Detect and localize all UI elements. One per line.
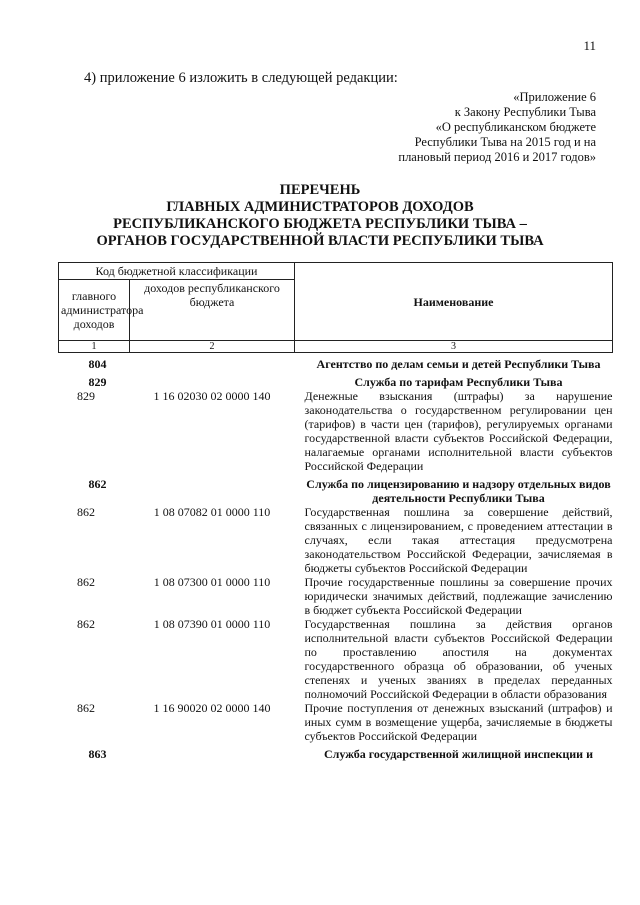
appendix-reference	[316, 90, 596, 165]
title-line: ПЕРЕЧЕНЬ	[279, 182, 361, 198]
appendix-line: к Закону Республики Тыва	[454, 105, 596, 119]
cell-admin-code: 862	[77, 701, 95, 715]
appendix-line: Республики Тыва на 2015 год и на	[414, 135, 596, 149]
cell-name: Государственная пошлина за совершение действий, связанных с лицензированием, с проведением аттестации в случаях, если такая аттестация предусмотрена законодательством Российской Федерации, зачисляемая в бюджеты субъектов Российской Федерации	[304, 505, 613, 575]
cell-name: Прочие поступления от денежных взысканий (штрафов) и иных сумм в возмещение ущерба, зачисляемые в бюджеты субъектов Российской Федерации	[304, 701, 613, 743]
cell-name: Денежные взыскания (штрафы) за нарушение законодательства о государственном регулировании цен (тарифов) в части цен (тарифов), регулируемых органами государственной власти субъектов Российской Федерации, налагаемые органами исполнительной власти субъектов Российской Федерации	[304, 389, 613, 473]
cell-revenue-code: 1 16 02030 02 0000 140	[153, 389, 271, 403]
title-line: РЕСПУБЛИКАНСКОГО БЮДЖЕТА РЕСПУБЛИКИ ТЫВА –	[113, 216, 527, 232]
cell-revenue-code: 1 08 07390 01 0000 110	[153, 617, 271, 631]
appendix-line: плановый период 2016 и 2017 годов»	[398, 150, 596, 164]
budget-administrators-table	[58, 262, 613, 761]
cell-admin-code: 863	[88, 747, 107, 761]
header-col-number: 2	[130, 341, 295, 353]
cell-admin-code: 804	[88, 357, 107, 371]
cell-admin-code: 829	[88, 375, 107, 389]
table-row-organization	[59, 743, 613, 761]
header-budget-classification: Код бюджетной классификации	[59, 263, 295, 280]
cell-revenue-code: 1 08 07082 01 0000 110	[153, 505, 271, 519]
header-chief-administrator: главного администратора доходов	[59, 280, 130, 341]
appendix-line: «О республиканском бюджете	[435, 120, 596, 134]
table-row-organization	[59, 473, 613, 505]
cell-name: Агентство по делам семьи и детей Республики Тыва	[316, 357, 601, 371]
table-row	[59, 505, 613, 575]
header-col-number: 1	[59, 341, 130, 353]
cell-name: Служба по лицензированию и надзору отдельных видов деятельности Республики Тыва	[306, 477, 611, 505]
table-body	[59, 353, 613, 762]
header-name: Наименование	[295, 263, 613, 341]
cell-name: Служба по тарифам Республики Тыва	[354, 375, 563, 389]
cell-revenue-code: 1 16 90020 02 0000 140	[153, 701, 271, 715]
document-title	[0, 182, 640, 250]
table-row	[59, 389, 613, 473]
cell-admin-code: 862	[77, 505, 95, 519]
cell-admin-code: 862	[77, 575, 95, 589]
cell-revenue-code	[130, 371, 295, 389]
table-row	[59, 575, 613, 617]
cell-admin-code: 829	[77, 389, 95, 403]
table-row	[59, 617, 613, 701]
table-row	[59, 701, 613, 743]
cell-admin-code: 862	[88, 477, 107, 491]
cell-name: Служба государственной жилищной инспекции и	[323, 747, 594, 761]
cell-name: Государственная пошлина за действия органов исполнительной власти субъектов Российской Федерации по проставлению апостиля на документах государственного образца об образовании, об ученых степенях и ученых званиях в пределах переданных полномочий Российской Федерации в области образования	[304, 617, 613, 701]
cell-revenue-code	[130, 353, 295, 372]
title-line: ГЛАВНЫХ АДМИНИСТРАТОРОВ ДОХОДОВ	[166, 199, 474, 215]
cell-name: Прочие государственные пошлины за совершение прочих юридически значимых действий, подлежащие зачислению в бюджет субъекта Российской Федерации	[304, 575, 613, 617]
table-row-organization	[59, 353, 613, 372]
appendix-line: «Приложение 6	[513, 90, 596, 104]
table-row-organization	[59, 371, 613, 389]
cell-admin-code: 862	[77, 617, 95, 631]
header-revenue-code: доходов республиканского бюджета	[130, 280, 295, 341]
cell-revenue-code	[130, 473, 295, 505]
intro-text: 4) приложение 6 изложить в следующей редакции:	[84, 70, 398, 86]
header-col-number: 3	[295, 341, 613, 353]
cell-revenue-code	[130, 743, 295, 761]
cell-revenue-code: 1 08 07300 01 0000 110	[153, 575, 271, 589]
page-number: 11	[583, 38, 596, 53]
title-line: ОРГАНОВ ГОСУДАРСТВЕННОЙ ВЛАСТИ РЕСПУБЛИКИ ТЫВА	[96, 233, 544, 249]
